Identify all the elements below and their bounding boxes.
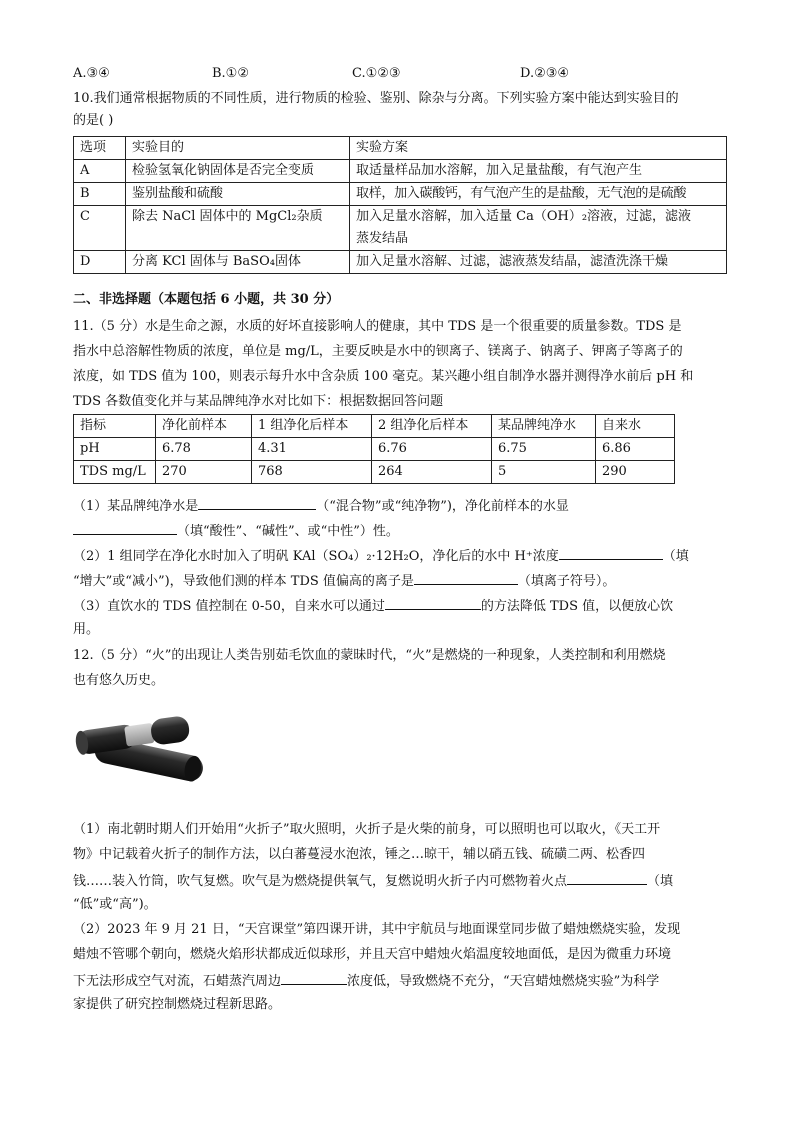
q11-sub1-text: （填“酸性”、“碱性”、或“中性”）性。 — [177, 524, 399, 539]
answer-blank[interactable] — [198, 495, 316, 510]
table-row — [74, 183, 727, 206]
table-header: 实验目的 — [126, 137, 350, 160]
answer-blank[interactable] — [281, 970, 347, 985]
q11-stem-line: TDS 各数值变化并与某品牌纯净水对比如下：根据数据回答问题 — [73, 394, 444, 409]
table-header: 实验方案 — [350, 137, 727, 160]
table-cell: 270 — [156, 461, 252, 484]
table-header: 2 组净化后样本 — [372, 415, 492, 438]
table-row — [74, 251, 727, 274]
table-cell: 4.31 — [252, 438, 372, 461]
q12-sub1-line1: （1）南北朝时期人们开始用“火折子”取火照明，火折子是火柴的前身，可以照明也可以取火，《天工开 — [73, 822, 661, 837]
q11-sub1-line2 — [73, 520, 723, 542]
table-cell: B — [74, 183, 126, 206]
q11-sub2-text: “增大”或“减小”)，导致他们测的样本 TDS 值偏高的离子是 — [73, 574, 414, 589]
table-header-row — [74, 415, 675, 438]
fire-stick-image — [73, 703, 213, 805]
table-cell: 分离 KCl 固体与 BaSO₄固体 — [126, 251, 350, 274]
q12-sub2-text: 下无法形成空气对流，石蜡蒸汽周边 — [73, 974, 282, 989]
q11-sub1-text: （“混合物”或“纯净物”)，净化前样本的水显 — [316, 499, 569, 514]
q12-sub1-line2: 物》中记载着火折子的制作方法，以白蕃蔓浸水泡浓，锤之…晾干，辅以硝五钱、硫磺二两、松香四 — [73, 847, 646, 862]
table-cell: 加入足量水溶解、过滤，滤液蒸发结晶，滤渣洗涤干燥 — [350, 251, 727, 274]
table-cell: 768 — [252, 461, 372, 484]
q12-sub1-text: 钱……装入竹筒，吹气复燃。吹气是为燃烧提供氧气，复燃说明火折子内可燃物着火点 — [73, 874, 568, 889]
table-row — [74, 160, 727, 183]
q12-sub2-text: 浓度低，导致燃烧不充分，“天宫蜡烛燃烧实验”为科学 — [347, 974, 660, 989]
section-title: 二、非选择题（本题包括 6 小题，共 30 分） — [73, 292, 340, 307]
q11-sub3-line2: 用。 — [73, 622, 100, 637]
table-header: 自来水 — [596, 415, 675, 438]
table-header: 选项 — [74, 137, 126, 160]
answer-blank[interactable] — [385, 595, 481, 610]
table-cell: C — [74, 206, 126, 251]
q12-sub2-line2: 蜡烛不管哪个朝向，燃烧火焰形状都成近似球形，并且天宫中蜡烛火焰温度较地面低，是因为微重力环境 — [73, 947, 672, 962]
answer-blank[interactable] — [559, 545, 663, 560]
q11-stem-line: 11.（5 分）水是生命之源，水质的好坏直接影响人的健康，其中 TDS 是一个很重要的质量参数。TDS 是 — [73, 319, 682, 334]
option-a: A.③④ — [73, 66, 110, 81]
plan-line: 加入足量水溶解，加入适量 Ca（OH）₂溶液，过滤，滤液 — [356, 209, 692, 224]
q11-sub3-text: 的方法降低 TDS 值，以便放心饮 — [480, 599, 674, 614]
option-d: D.②③④ — [520, 66, 570, 81]
table-cell: 6.76 — [372, 438, 492, 461]
table-header: 某品牌纯净水 — [492, 415, 596, 438]
q11-table — [73, 414, 675, 484]
table-cell: pH — [74, 438, 156, 461]
q12-sub1-line3 — [73, 870, 723, 892]
q11-sub2-line2 — [73, 570, 723, 592]
table-cell: 290 — [596, 461, 675, 484]
table-row — [74, 438, 675, 461]
table-row — [74, 206, 727, 251]
plan-line: 蒸发结晶 — [356, 231, 409, 246]
q11-sub1-line1 — [73, 495, 723, 517]
q11-sub2-text: （2）1 组同学在净化水时加入了明矾 KAl（SO₄）₂·12H₂O，净化后的水中 H⁺浓度 — [73, 549, 559, 564]
q12-sub1-line4: “低”或“高”)。 — [73, 897, 157, 912]
q10-stem-line1: 10.我们通常根据物质的不同性质，进行物质的检验、鉴别、除杂与分离。下列实验方案中能达到实验目的 — [73, 91, 679, 106]
q12-stem-line2: 也有悠久历史。 — [73, 673, 165, 688]
table-header-row — [74, 137, 727, 160]
q11-sub3-text: （3）直饮水的 TDS 值控制在 0-50，自来水可以通过 — [73, 599, 385, 614]
answer-blank[interactable] — [567, 870, 647, 885]
table-header: 净化前样本 — [156, 415, 252, 438]
q11-sub2-text: （填 — [662, 549, 689, 564]
table-header: 1 组净化后样本 — [252, 415, 372, 438]
table-cell: 取样，加入碳酸钙，有气泡产生的是盐酸，无气泡的是硫酸 — [350, 183, 727, 206]
q11-sub1-text: （1）某品牌纯净水是 — [73, 499, 199, 514]
table-cell: TDS mg/L — [74, 461, 156, 484]
table-header: 指标 — [74, 415, 156, 438]
answer-blank[interactable] — [73, 520, 177, 535]
table-row — [74, 461, 675, 484]
q12-sub2-line1: （2）2023 年 9 月 21 日，“天宫课堂”第四课开讲，其中宇航员与地面课堂同步做了蜡烛燃烧实验，发现 — [73, 922, 681, 937]
table-cell: 6.75 — [492, 438, 596, 461]
q10-table — [73, 136, 727, 274]
option-c: C.①②③ — [352, 66, 401, 81]
table-cell: 除去 NaCl 固体中的 MgCl₂杂质 — [126, 206, 350, 251]
table-cell: A — [74, 160, 126, 183]
q10-stem-line2: 的是( ) — [73, 113, 114, 128]
q11-sub2-line1 — [73, 545, 723, 567]
table-cell — [350, 206, 727, 251]
q11-sub3-line1 — [73, 595, 723, 617]
q11-stem-line: 指水中总溶解性物质的浓度，单位是 mg/L，主要反映是水中的钡离子、镁离子、钠离子、钾离子等离子的 — [73, 344, 683, 359]
q12-sub2-line3 — [73, 970, 723, 992]
table-cell: 6.78 — [156, 438, 252, 461]
table-cell: 鉴别盐酸和硫酸 — [126, 183, 350, 206]
table-cell: 取适量样品加水溶解，加入足量盐酸，有气泡产生 — [350, 160, 727, 183]
q11-stem-line: 浓度，如 TDS 值为 100，则表示每升水中含杂质 100 毫克。某兴趣小组自制净水器并测得净水前后 pH 和 — [73, 369, 694, 384]
q11-sub2-text: （填离子符号）。 — [517, 574, 616, 589]
table-cell: 264 — [372, 461, 492, 484]
option-b: B.①② — [212, 66, 249, 81]
table-cell: D — [74, 251, 126, 274]
table-cell: 检验氢氧化钠固体是否完全变质 — [126, 160, 350, 183]
q12-sub2-line4: 家提供了研究控制燃烧过程新思路。 — [73, 997, 282, 1012]
q12-stem-line1: 12.（5 分）“火”的出现让人类告别茹毛饮血的蒙昧时代，“火”是燃烧的一种现象，人类控制和利用燃烧 — [73, 648, 666, 663]
q12-sub1-text: （填 — [647, 874, 674, 889]
table-cell: 5 — [492, 461, 596, 484]
table-cell: 6.86 — [596, 438, 675, 461]
answer-blank[interactable] — [414, 570, 518, 585]
